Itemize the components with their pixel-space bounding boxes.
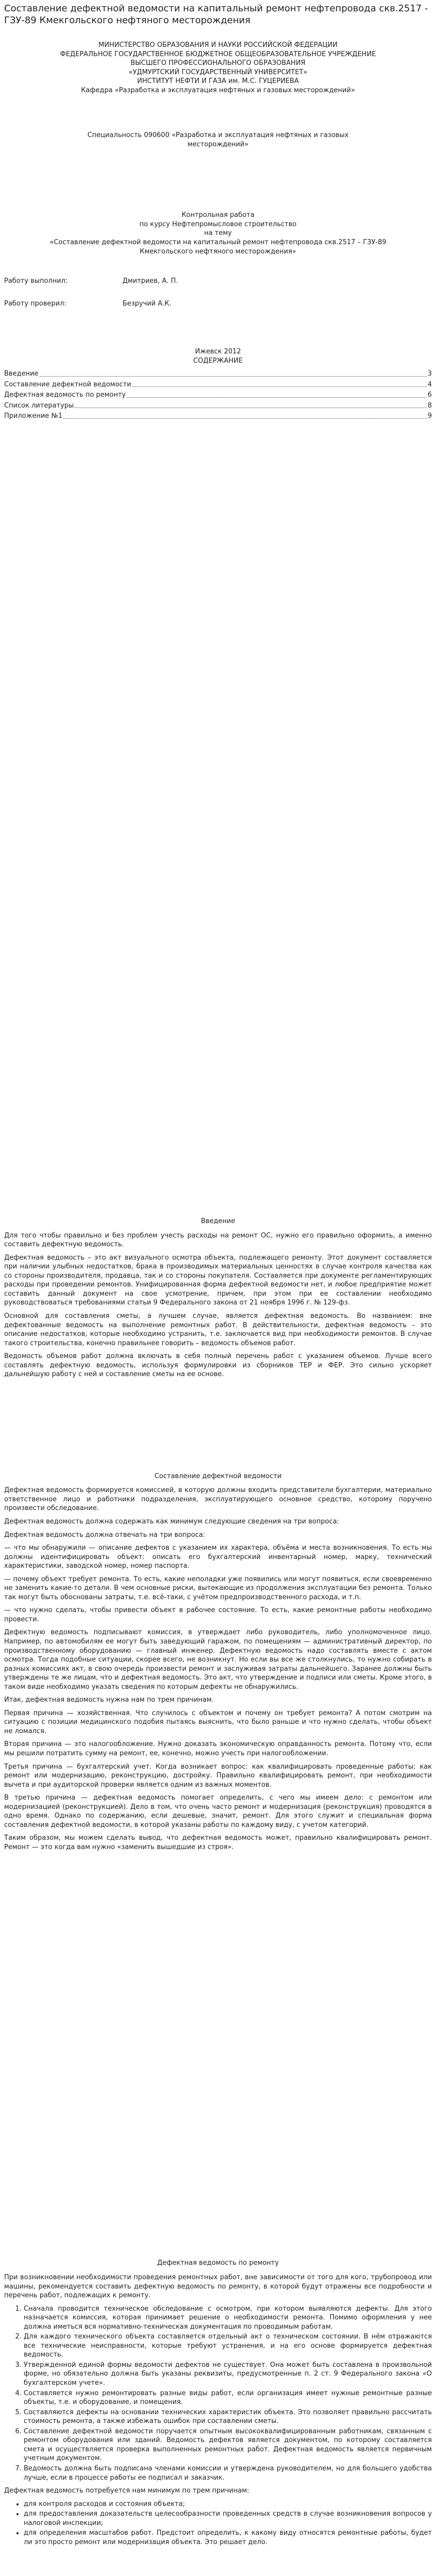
section-title: Составление дефектной ведомости xyxy=(154,1472,282,1480)
paragraph: Основной для составления сметы, а лучшем случае, является дефектная ведомость. Во названием: вне дефектованные ведомость на выполнение ремонтных работ. В действительности, дефектная ведомость – это описание недостатков, которые необходимо устранить, т.е. заключается вид при необходимости ремонтов. В случае такого строительства, конечно правильнее говорить – ведомость объемов работ. xyxy=(4,1312,432,1347)
intro-section xyxy=(4,1217,432,1379)
repair-section xyxy=(4,2259,432,2547)
list-item: 2. Для каждого технического объекта составляется отдельный акт о техническом состоянии. В нём отражаются все технические неисправности, которые требуют устранения, и на его основе формируется дефектная ведомость. xyxy=(24,2332,432,2360)
work-topic: «Составление дефектной ведомости на капитальный ремонт нефтепровода скв.2517 – ГЗУ-89 Кмекгольского нефтяного месторождения» xyxy=(49,239,387,256)
paragraph: Дефектная ведомость потребуется нам минимум по трем причинам: xyxy=(4,2487,250,2495)
list-item: 3. Утвержденной единой формы ведомости дефектов не существует. Она может быть составлена в произвольной форме, но обязательно должна быть указаны реквизиты, предусмотренные п. 2 ст. 9 Федерального закона «О бухгалтерском учете». xyxy=(24,2361,432,2388)
signature-name: Дмитриев, А. П. xyxy=(123,277,178,285)
paragraph: В третью причина — дефектная ведомость помогает определить, с чего мы имеем дело: с ремонтом или модернизацией (реконструкцией). Дело в том, что очень часто ремонт и модернизация (реконструкция) проводятся в одно время. Однако по содержанию, если дешевые, значит, ремонт. Для этого служит и специальная форма составления дефектной ведомости, в которой указаны работы по каждому виду, с учетом категорий. xyxy=(4,1794,432,1829)
compose-section xyxy=(4,1472,432,1852)
table-of-contents xyxy=(4,369,432,421)
list-item: 4. Составляется нужно ремонтировать разные виды работ, если организация имеет нужные ремонтные разные объекты, т.е. и оборудование, и помещения. xyxy=(24,2389,432,2407)
toc-item[interactable] xyxy=(4,401,432,411)
toc-item-label: Приложение №1 xyxy=(4,412,63,420)
header-line: «УДМУРТСКИЙ ГОСУДАРСТВЕННЫЙ УНИВЕРСИТЕТ» xyxy=(128,68,308,76)
header-line: Кафедра «Разработка и эксплуатация нефтяных и газовых месторождений» xyxy=(81,86,355,94)
toc-item-label: Введение xyxy=(4,370,39,378)
list-item: • для предоставления доказательств целесообразности проведенных средств в случае возникновения вопросов у налоговой инспекции; xyxy=(24,2510,432,2528)
signature-row xyxy=(4,277,432,286)
reasons-list xyxy=(4,2500,432,2547)
toc-item-page: 6 xyxy=(427,391,432,399)
header-line: ИНСТИТУТ НЕФТИ И ГАЗА им. М.С. ГУЦЕРИЕВА xyxy=(137,77,299,86)
list-item: 5. Составляются дефекты на основании технических характеристик объекта. Это позволяет правильно рассчитать стоимость ремонта, а также избежать ошибок при составлении сметы. xyxy=(24,2408,432,2426)
toc-title: СОДЕРЖАНИЕ xyxy=(193,357,243,365)
question-item: — почему объект требует ремонта. То есть, какие неполадки уже появились или могут появиться, если своевременно не заменить какие-то детали. В чем основные риски, вытекающие из продолжения эксплуатации без ремонта. Только так могут быть обоснованы затраты, т.е. всё-таки, с учётом предпроизводственного расхода, и т.п. xyxy=(4,1575,432,1601)
section-title: Дефектная ведомость по ремонту xyxy=(157,2259,279,2267)
signature-label: Работу проверил: xyxy=(4,299,66,308)
list-item: 7. Ведомость должна быть подписана членами комиссии и утверждена руководителем, но для большего удобства лучше, если в процессе работы ее подписал и заказчик. xyxy=(24,2464,432,2482)
toc-item-page: 3 xyxy=(427,370,432,378)
work-course: по курсу Нефтепромысловое строительство xyxy=(139,220,297,228)
toc-item-label: Список литературы xyxy=(4,401,74,410)
paragraph: Дефектную ведомость подписывают комиссия, в утверждает либо руководитель, либо уполномоченное лицо. Например, по автомобилям ее могут быть заведующий гаражом, по помещениям — административный директор, по производственному оборудованию — главный инженер. Дефектную ведомость надо составлять вместе с актом осмотра. Тогда подобные ситуации, скорее всего, не возникнут. Но если вы все же столкнулись, то нужно собирать в разных комиссиях акт, в свою очередь произвести ремонт и заслуживая затраты дальнейшего. Заранее должны быть утверждены те же лицам, что и дефектная ведомость. Это акт, что утверждение и подписи или сметы. Кроме этого, в таком виде необходимо указать сведения по которым дефекты не обнаружились. xyxy=(4,1629,432,1691)
question-item: — что нужно сделать, чтобы привести объект в рабочее состояние. То есть, какие ремонтные работы необходимо провести. xyxy=(4,1606,432,1623)
header-line: ВЫСШЕГО ПРОФЕССИОНАЛЬНОГО ОБРАЗОВАНИЯ xyxy=(130,59,306,67)
steps-list xyxy=(4,2304,432,2482)
toc-item-label: Составление дефектной ведомости xyxy=(4,380,131,388)
signature-name: Безручий А.К. xyxy=(123,299,171,308)
paragraph: Вторая причина — это налогообложение. Нужно доказать экономическую оправданность ремонта. Потому что, если мы решили потратить сумму на ремонт, ее, конечно, можно учесть при налогообложении. xyxy=(4,1740,432,1757)
signature-label: Работу выполнил: xyxy=(4,277,68,285)
section-title: Введение xyxy=(201,1217,235,1226)
toc-item[interactable] xyxy=(4,412,432,421)
paragraph: Таким образом, мы можем сделать вывод, что дефектная ведомость может, правильно квалифицировать ремонт. Ремонт — это когда вам нужно «заменить вышедшие из строя». xyxy=(4,1834,432,1851)
list-item: 6. Составление дефектной ведомости поручается опытным высококвалифицированным работникам, связанным с ремонтом оборудования или зданий. Ведомость дефектов является документом, по которому составляется смета и осуществляется проверка выполненных ремонтных работ. Дефектная ведомость является первичным учетным документом. xyxy=(24,2427,432,2463)
paragraph: Дефектная ведомость должна отвечать на три вопроса: xyxy=(4,1531,205,1539)
header-line: МИНИСТЕРСТВО ОБРАЗОВАНИЯ И НАУКИ РОССИЙСКОЙ ФЕДЕРАЦИИ xyxy=(98,41,338,49)
signature-row xyxy=(4,299,432,309)
list-item: 1. Сначала проводится техническое обследование с осмотром, при котором выявляются дефекты. Для этого назначается комиссия, которая принимает решение о необходимости ремонта. Помимо оформления у нее должна иметься вся нормативно-техническая документация по проводимым работам. xyxy=(24,2304,432,2332)
paragraph: Первая причина — хозяйственная. Что случилось с объектом и почему он требует ремонта? А потом смотрим на ситуацию с позиции медицинского подобия пытаясь выяснить, что было раньше и что нужно сделать, чтобы объект не ломался. xyxy=(4,1709,432,1735)
toc-item[interactable] xyxy=(4,369,432,379)
paragraph: Итак, дефектная ведомость нужна нам по трем причинам. xyxy=(4,1696,214,1704)
toc-item[interactable] xyxy=(4,380,432,389)
question-item: — что мы обнаружили — описание дефектов с указанием их характера, объёма и места возникновения. То есть мы должны идентифицировать объект: описать его бухгалтерский инвентарный номер, марку, технический характеристики, заводской номер, номер паспорта. xyxy=(4,1544,432,1570)
work-info xyxy=(4,211,432,256)
work-topic-label: на тему xyxy=(204,229,232,238)
specialty: Специальность 090600 «Разработка и эксплуатация нефтяных и газовых месторождений» xyxy=(87,131,349,148)
list-item: • для определения масштабов работ. Предстоит определить, к какому виду относятся ремонтные работы, будет ли это просто ремонт или модернизация объекта. Это решает дело. xyxy=(24,2529,432,2547)
toc-item-page: 9 xyxy=(427,412,432,420)
toc-item-page: 8 xyxy=(427,401,432,410)
paragraph: Дефектная ведомость – это акт визуального осмотра объекта, подлежащего ремонту. Этот документ составляется при наличии улыбных недостатков, брака в производимых материальных ценностях в случае контроля качества как со стороны производителя, продавца, так и со стороны покупателя. Составляется при документе регламентирующих расходы при проведении ремонтов. Унифицированная форма дефектной ведомости нет, и любое предприятие может составить данный документ на свое усмотрение, причем, при этом при ее составлении необходимо руководствоваться требованиями статьи 9 Федерального закона от 21 ноября 1996 г. № 129-фз. xyxy=(4,1253,432,1307)
header-line: ФЕДЕРАЛЬНОЕ ГОСУДАРСТВЕННОЕ БЮДЖЕТНОЕ ОБЩЕОБРАЗОВАТЕЛЬНОЕ УЧРЕЖДЕНИЕ xyxy=(60,50,376,58)
toc-item-label: Дефектная ведомость по ремонту xyxy=(4,391,126,399)
paragraph: Ведомость объемов работ должна включать в себя полный перечень работ с указанием объемов. Лучше всего составлять дефектную ведомость, используя формулировки из сборников ТЕР и ФЕР. Это сильно ускоряет дальнейшую работу с ней и составление сметы на ее основе. xyxy=(4,1352,432,1379)
toc-item[interactable] xyxy=(4,391,432,400)
toc-item-page: 4 xyxy=(427,380,432,388)
page-title: Составление дефектной ведомости на капитальный ремонт нефтепровода скв.2517 - ГЗУ-89 Кмекгольского нефтяного месторождения xyxy=(4,3,428,26)
list-item: • для контроля расходов и состояния объекта; xyxy=(24,2500,432,2509)
institution-header xyxy=(4,41,432,95)
paragraph: Дефектная ведомость должна содержать как минимум следующие сведения на три вопроса: xyxy=(4,1517,339,1526)
work-type: Контрольная работа xyxy=(181,211,255,219)
city-year: Ижевск 2012 xyxy=(195,348,241,356)
paragraph: Дефектная ведомость формируется комиссией, в которую должны входить представители бухгалтерии, материально ответственное лицо и работники подразделения, эксплуатирующего основное средство, которому поручено произвести обследование. xyxy=(4,1486,432,1513)
paragraph: При возникновении необходимости проведения ремонтных работ, вне зависимости от того для кого, трубопровод или машины, рекомендуется составить дефектную ведомость по ремонту, в которой будут отражены все подробности и перечень работ, подлежащих к ремонту. xyxy=(4,2274,432,2300)
paragraph: Для того чтобы правильно и без проблем учесть расходы на ремонт ОС, нужно его правильно оформить, а именно составить дефектную ведомость. xyxy=(4,1231,432,1249)
paragraph: Третья причина — бухгалтерский учет. Когда возникает вопрос: как квалифицировать проведенные работы: как ремонт или модернизацию, реконструкцию, достройку. Правильно квалифицировать ремонт, при необходимости вычета и при аудиторской проверки является одним из важных моментов. xyxy=(4,1762,432,1789)
